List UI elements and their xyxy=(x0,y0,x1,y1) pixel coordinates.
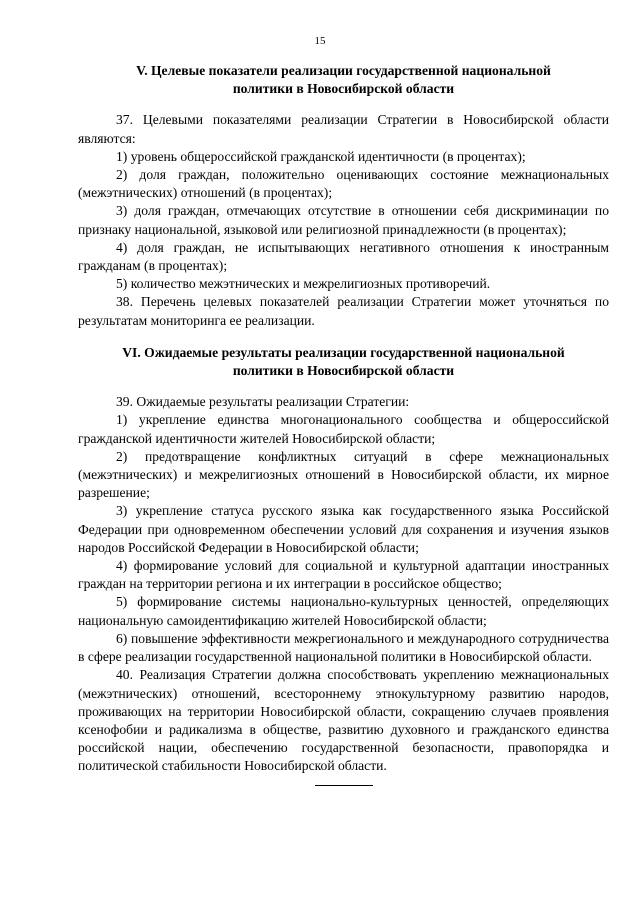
result-item-4: 4) формирование условий для социальной и культурной адаптации иностранных граждан на территории региона и их интеграции в российское общество; xyxy=(78,558,609,592)
end-divider xyxy=(315,785,373,786)
result-item-6: 6) повышение эффективности межрегионального и международного сотрудничества в сфере реализации государственной национальной политики в Новосибирской области. xyxy=(78,630,609,665)
paragraph-37: 37. Целевыми показателями реализации Стратегии в Новосибирской области являются: xyxy=(78,112,609,146)
page-number: 15 xyxy=(314,35,326,47)
section-6-heading xyxy=(78,344,609,380)
paragraph-39: 39. Ожидаемые результаты реализации Стратегии: xyxy=(116,394,410,410)
section-6-heading-line-2: политики в Новосибирской области xyxy=(232,363,455,379)
indicator-item-5: 5) количество межэтнических и межрелигиозных противоречий. xyxy=(116,276,491,292)
result-item-2: 2) предотвращение конфликтных ситуаций в сфере межнациональных (межэтнических) и межрелигиозных отношений в Новосибирской области, их мирное разрешение; xyxy=(78,448,609,501)
section-5-heading xyxy=(78,62,609,98)
indicator-item-3: 3) доля граждан, отмечающих отсутствие в отношении себя дискриминации по признаку национальной, языковой или религиозной принадлежности (в процентах); xyxy=(78,203,609,237)
result-item-5: 5) формирование системы национально-культурных ценностей, определяющих национальную самоидентификацию жителей Новосибирской области; xyxy=(78,594,609,628)
paragraph-40: 40. Реализация Стратегии должна способствовать укреплению межнациональных (межэтнических) отношений, всестороннему этнокультурному развитию народов, проживающих на территории Новосибирской области, сокращению случаев проявления ксенофобии и радикализма в обществе, развитию духовного и гражданского единства российской нации, обеспечению государственной безопасности, правопорядка и политической стабильности Новосибирской области. xyxy=(78,667,609,774)
paragraph-38: 38. Перечень целевых показателей реализации Стратегии может уточняться по результатам мониторинга ее реализации. xyxy=(78,294,609,328)
section-5-heading-line-2: политики в Новосибирской области xyxy=(232,81,455,97)
indicator-item-2: 2) доля граждан, положительно оценивающих состояние межнациональных (межэтнических) отношений (в процентах); xyxy=(78,167,609,201)
document-body xyxy=(78,62,609,786)
section-5-heading-line-1: V. Целевые показатели реализации государственной национальной xyxy=(136,63,551,78)
result-item-3: 3) укрепление статуса русского языка как государственного языка Российской Федерации при одновременном обеспечении условий для сохранения и изучения языков народов Российской Федерации в Новосибирской области; xyxy=(78,503,609,555)
section-6-heading-line-1: VI. Ожидаемые результаты реализации государственной национальной xyxy=(122,344,565,360)
indicator-item-1: 1) уровень общероссийской гражданской идентичности (в процентах); xyxy=(116,148,526,164)
result-item-1: 1) укрепление единства многонационального сообщества и общероссийской гражданской идентичности жителей Новосибирской области; xyxy=(78,412,609,446)
indicator-item-4: 4) доля граждан, не испытывающих негативного отношения к иностранным гражданам (в процентах); xyxy=(78,239,609,274)
